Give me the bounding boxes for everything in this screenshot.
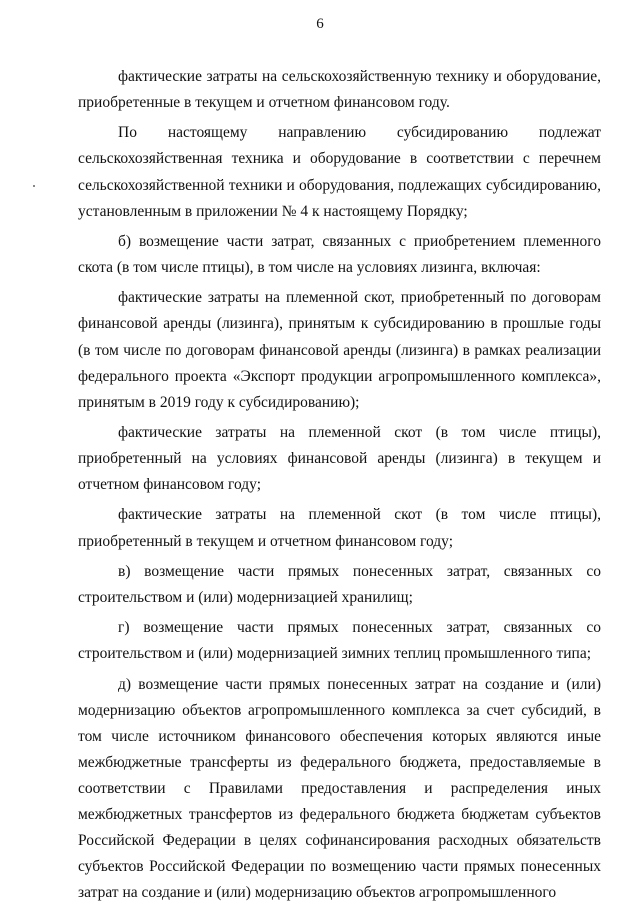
paragraph-item-g: г) возмещение части прямых понесенных затрат, связанных со строительством и (или) модернизацией зимних теплиц промышленного типа; — [78, 619, 601, 663]
paragraph-item-v: в) возмещение части прямых понесенных затрат, связанных со строительством и (или) модернизацией хранилищ; — [78, 562, 601, 606]
paragraph-item-b: б) возмещение части затрат, связанных с приобретением племенного скота (в том числе птицы), в том числе на условиях лизинга, включая: — [78, 232, 601, 277]
paragraph-leasing-current-year: фактические затраты на племенной скот (в том числе птицы), приобретенный на условиях финансовой аренды (лизинга) в текущем и отчетном финансовом году; — [78, 423, 601, 494]
margin-mark — [33, 185, 35, 187]
paragraph-purchase-current-year: фактические затраты на племенной скот (в том числе птицы), приобретенный в текущем и отчетном финансовом году; — [78, 506, 601, 550]
page-number: 6 — [316, 16, 324, 32]
paragraph-subsidy-direction: По настоящему направлению субсидированию подлежат сельскохозяйственная техника и оборудование в соответствии с перечнем сельскохозяйственной техники и оборудования, подлежащих субсидированию, установленным в приложении № 4 к настоящему Порядку; — [78, 124, 601, 220]
paragraph-item-d: д) возмещение части прямых понесенных затрат на создание и (или) модернизацию объектов агропромышленного комплекса за счет субсидий, в том числе источником финансового обеспечения которых являются иные межбюджетные трансферты из федерального бюджета, предоставляемые в соответствии с Правилами предоставления и распределения иных межбюджетных трансфертов из федерального бюджета бюджетам субъектов Российской Федерации в целях софинансирования расходных обязательств субъектов Российской Федерации по возмещению части прямых понесенных затрат на создание и (или) модернизацию объектов агропромышленного — [78, 675, 601, 902]
paragraph-equipment-costs: фактические затраты на сельскохозяйственную технику и оборудование, приобретенные в текущем и отчетном финансовом году. — [78, 68, 601, 112]
document-body — [78, 64, 601, 911]
paragraph-leasing-prior-years: фактические затраты на племенной скот, приобретенный по договорам финансовой аренды (лизинга), принятым к субсидированию в прошлые годы (в том числе по договорам финансовой аренды (лизинга) в рамках реализации федерального проекта «Экспорт продукции агропромышленного комплекса», принятым в 2019 году к субсидированию); — [78, 289, 601, 411]
